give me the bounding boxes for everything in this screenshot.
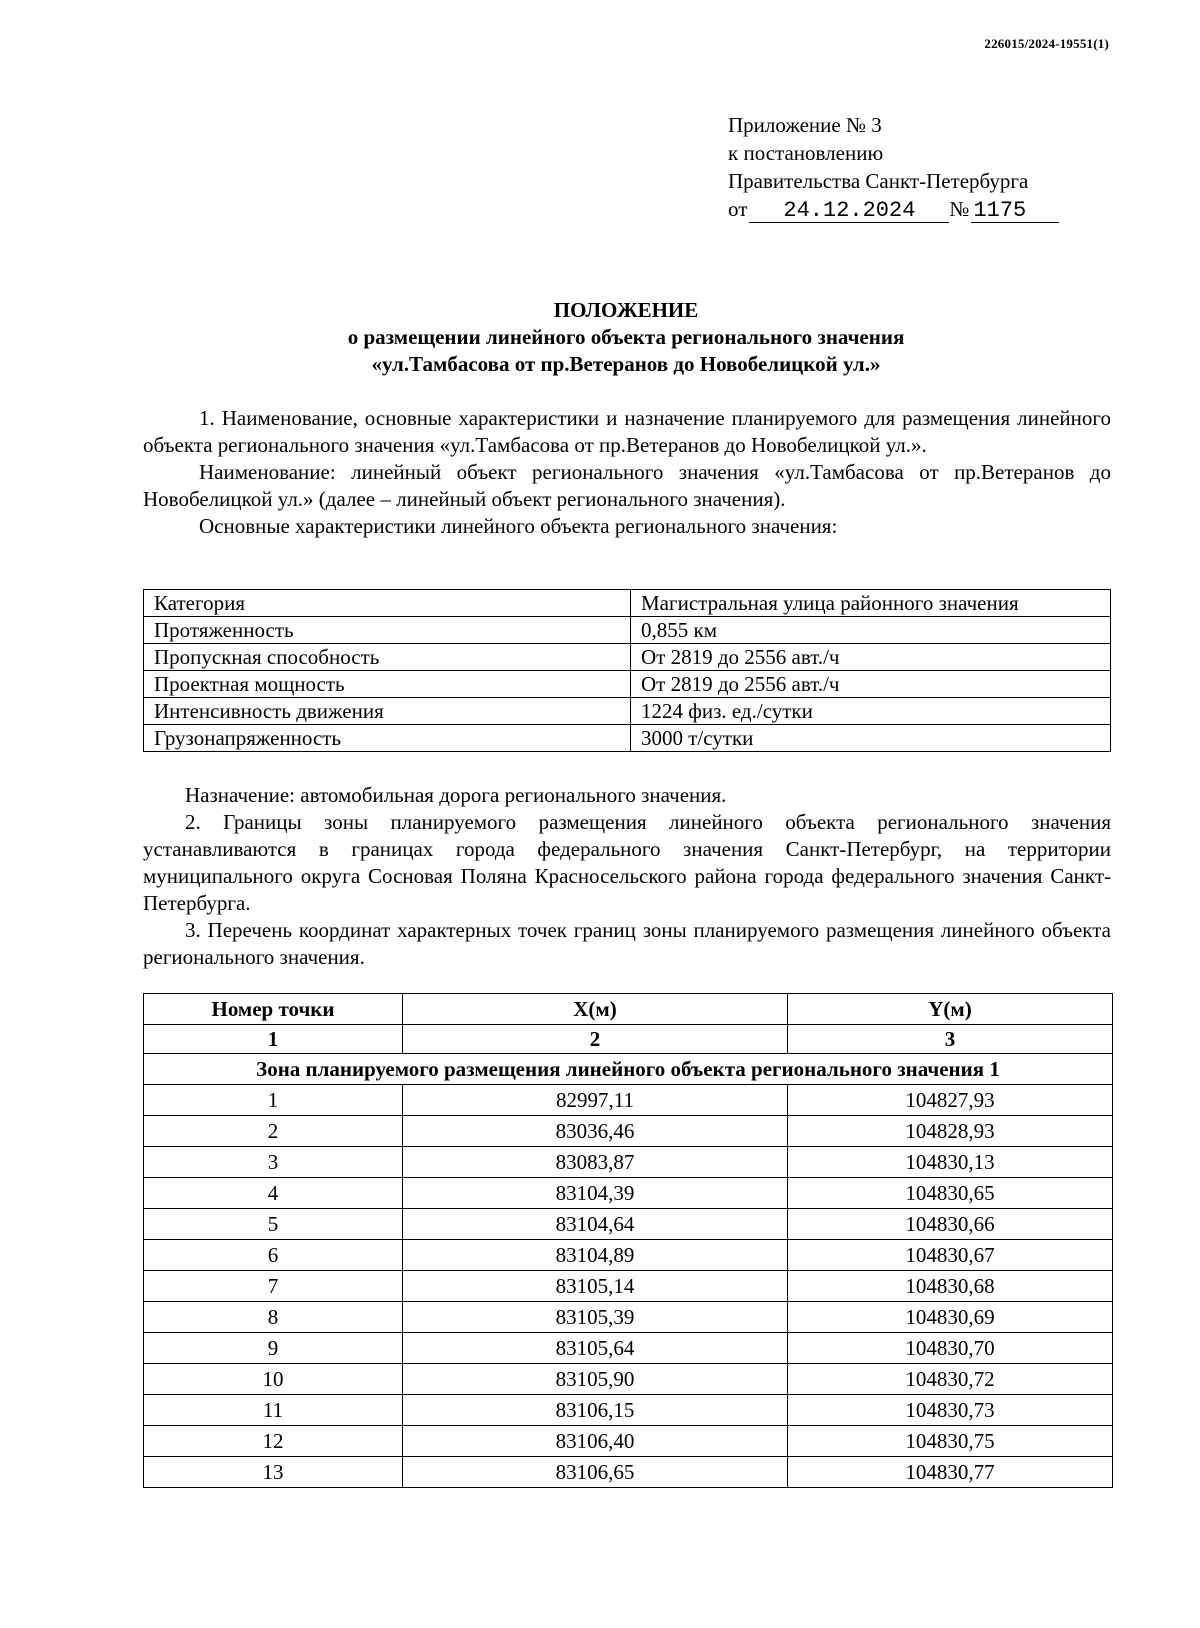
point-number: 3 — [144, 1147, 403, 1178]
point-number: 2 — [144, 1116, 403, 1147]
point-number: 7 — [144, 1271, 403, 1302]
resolution-number: 1175 — [971, 200, 1059, 223]
paragraph-characteristics-intro: Основные характеристики линейного объекта регионального значения: — [199, 514, 838, 538]
table-row — [144, 725, 1111, 752]
table-row — [144, 698, 1111, 725]
table-row — [144, 1364, 1113, 1395]
y-coordinate: 104830,13 — [788, 1147, 1113, 1178]
y-coordinate: 104830,67 — [788, 1240, 1113, 1271]
document-title — [140, 297, 1112, 378]
index-col-2: 2 — [403, 1025, 788, 1054]
characteristic-value: От 2819 до 2556 авт./ч — [631, 644, 1111, 671]
characteristic-name: Протяженность — [144, 617, 631, 644]
title-object-name: «ул.Тамбасова от пр.Ветеранов до Новобелицкой ул.» — [371, 352, 881, 376]
table-row — [144, 1085, 1113, 1116]
table-row — [144, 1240, 1113, 1271]
table-row — [144, 617, 1111, 644]
paragraph-purpose: Назначение: автомобильная дорога регионального значения. — [185, 783, 727, 807]
point-number: 13 — [144, 1457, 403, 1488]
header-y: Y(м) — [788, 994, 1113, 1025]
point-number: 8 — [144, 1302, 403, 1333]
table-row — [144, 1147, 1113, 1178]
table-row — [144, 1457, 1113, 1488]
table-header-row — [144, 994, 1113, 1025]
appendix-issuer: Правительства Санкт-Петербурга — [728, 169, 1029, 193]
characteristic-value: 3000 т/сутки — [631, 725, 1111, 752]
index-col-1: 1 — [144, 1025, 403, 1054]
appendix-reference: к постановлению — [728, 141, 884, 165]
point-number: 12 — [144, 1426, 403, 1457]
characteristic-name: Проектная мощность — [144, 671, 631, 698]
y-coordinate: 104830,65 — [788, 1178, 1113, 1209]
characteristic-name: Категория — [144, 590, 631, 617]
x-coordinate: 83105,90 — [403, 1364, 788, 1395]
characteristic-value: Магистральная улица районного значения — [631, 590, 1111, 617]
table-row — [144, 1116, 1113, 1147]
point-number: 6 — [144, 1240, 403, 1271]
zone-title: Зона планируемого размещения линейного объекта регионального значения 1 — [144, 1054, 1113, 1085]
x-coordinate: 83106,65 — [403, 1457, 788, 1488]
section-2-3 — [143, 782, 1111, 971]
appendix-block — [728, 111, 1059, 223]
paragraph-2: 2. Границы зоны планируемого размещения линейного объекта регионального значения устанавливаются в границах города федерального значения Санкт-Петербург, на территории муниципального округа Сосновая Поляна Красносельского района города федерального значения Санкт-Петербурга. — [143, 810, 1111, 915]
x-coordinate: 83105,39 — [403, 1302, 788, 1333]
table-row — [144, 590, 1111, 617]
x-coordinate: 82997,11 — [403, 1085, 788, 1116]
paragraph-1: 1. Наименование, основные характеристики и назначение планируемого для размещения линейного объекта регионального значения «ул.Тамбасова от пр.Ветеранов до Новобелицкой ул.». — [143, 406, 1111, 457]
table-row — [144, 1395, 1113, 1426]
y-coordinate: 104830,72 — [788, 1364, 1113, 1395]
y-coordinate: 104827,93 — [788, 1085, 1113, 1116]
coordinates-table — [143, 993, 1113, 1488]
table-row — [144, 644, 1111, 671]
characteristic-name: Пропускная способность — [144, 644, 631, 671]
zone-row — [144, 1054, 1113, 1085]
characteristic-name: Грузонапряженность — [144, 725, 631, 752]
x-coordinate: 83106,40 — [403, 1426, 788, 1457]
point-number: 10 — [144, 1364, 403, 1395]
table-row — [144, 671, 1111, 698]
table-row — [144, 1209, 1113, 1240]
section-1 — [143, 405, 1111, 540]
y-coordinate: 104830,68 — [788, 1271, 1113, 1302]
characteristics-table — [143, 589, 1111, 752]
characteristic-value: 1224 физ. ед./сутки — [631, 698, 1111, 725]
index-col-3: 3 — [788, 1025, 1113, 1054]
point-number: 5 — [144, 1209, 403, 1240]
header-point-number: Номер точки — [144, 994, 403, 1025]
document-registration-number: 226015/2024-19551(1) — [984, 36, 1109, 51]
number-label: № — [949, 197, 970, 221]
table-row — [144, 1426, 1113, 1457]
x-coordinate: 83105,64 — [403, 1333, 788, 1364]
characteristic-value: 0,855 км — [631, 617, 1111, 644]
resolution-date: 24.12.2024 — [749, 200, 949, 223]
y-coordinate: 104828,93 — [788, 1116, 1113, 1147]
point-number: 11 — [144, 1395, 403, 1426]
table-row — [144, 1302, 1113, 1333]
x-coordinate: 83105,14 — [403, 1271, 788, 1302]
date-label: от — [728, 197, 748, 221]
x-coordinate: 83036,46 — [403, 1116, 788, 1147]
title-heading: ПОЛОЖЕНИЕ — [553, 298, 699, 322]
x-coordinate: 83104,39 — [403, 1178, 788, 1209]
y-coordinate: 104830,69 — [788, 1302, 1113, 1333]
x-coordinate: 83083,87 — [403, 1147, 788, 1178]
appendix-date-number — [728, 195, 1059, 223]
paragraph-name: Наименование: линейный объект регионального значения «ул.Тамбасова от пр.Ветеранов до Новобелицкой ул.» (далее – линейный объект регионального значения). — [143, 460, 1111, 511]
table-row — [144, 1271, 1113, 1302]
point-number: 1 — [144, 1085, 403, 1116]
y-coordinate: 104830,77 — [788, 1457, 1113, 1488]
x-coordinate: 83106,15 — [403, 1395, 788, 1426]
point-number: 4 — [144, 1178, 403, 1209]
title-subheading: о размещении линейного объекта регионального значения — [347, 325, 905, 349]
characteristic-name: Интенсивность движения — [144, 698, 631, 725]
table-row — [144, 1333, 1113, 1364]
x-coordinate: 83104,64 — [403, 1209, 788, 1240]
appendix-title: Приложение № 3 — [728, 113, 882, 137]
y-coordinate: 104830,73 — [788, 1395, 1113, 1426]
table-index-row — [144, 1025, 1113, 1054]
y-coordinate: 104830,75 — [788, 1426, 1113, 1457]
table-row — [144, 1178, 1113, 1209]
x-coordinate: 83104,89 — [403, 1240, 788, 1271]
y-coordinate: 104830,66 — [788, 1209, 1113, 1240]
point-number: 9 — [144, 1333, 403, 1364]
header-x: X(м) — [403, 994, 788, 1025]
characteristic-value: От 2819 до 2556 авт./ч — [631, 671, 1111, 698]
y-coordinate: 104830,70 — [788, 1333, 1113, 1364]
paragraph-3: 3. Перечень координат характерных точек границ зоны планируемого размещения линейного объекта регионального значения. — [143, 918, 1111, 969]
